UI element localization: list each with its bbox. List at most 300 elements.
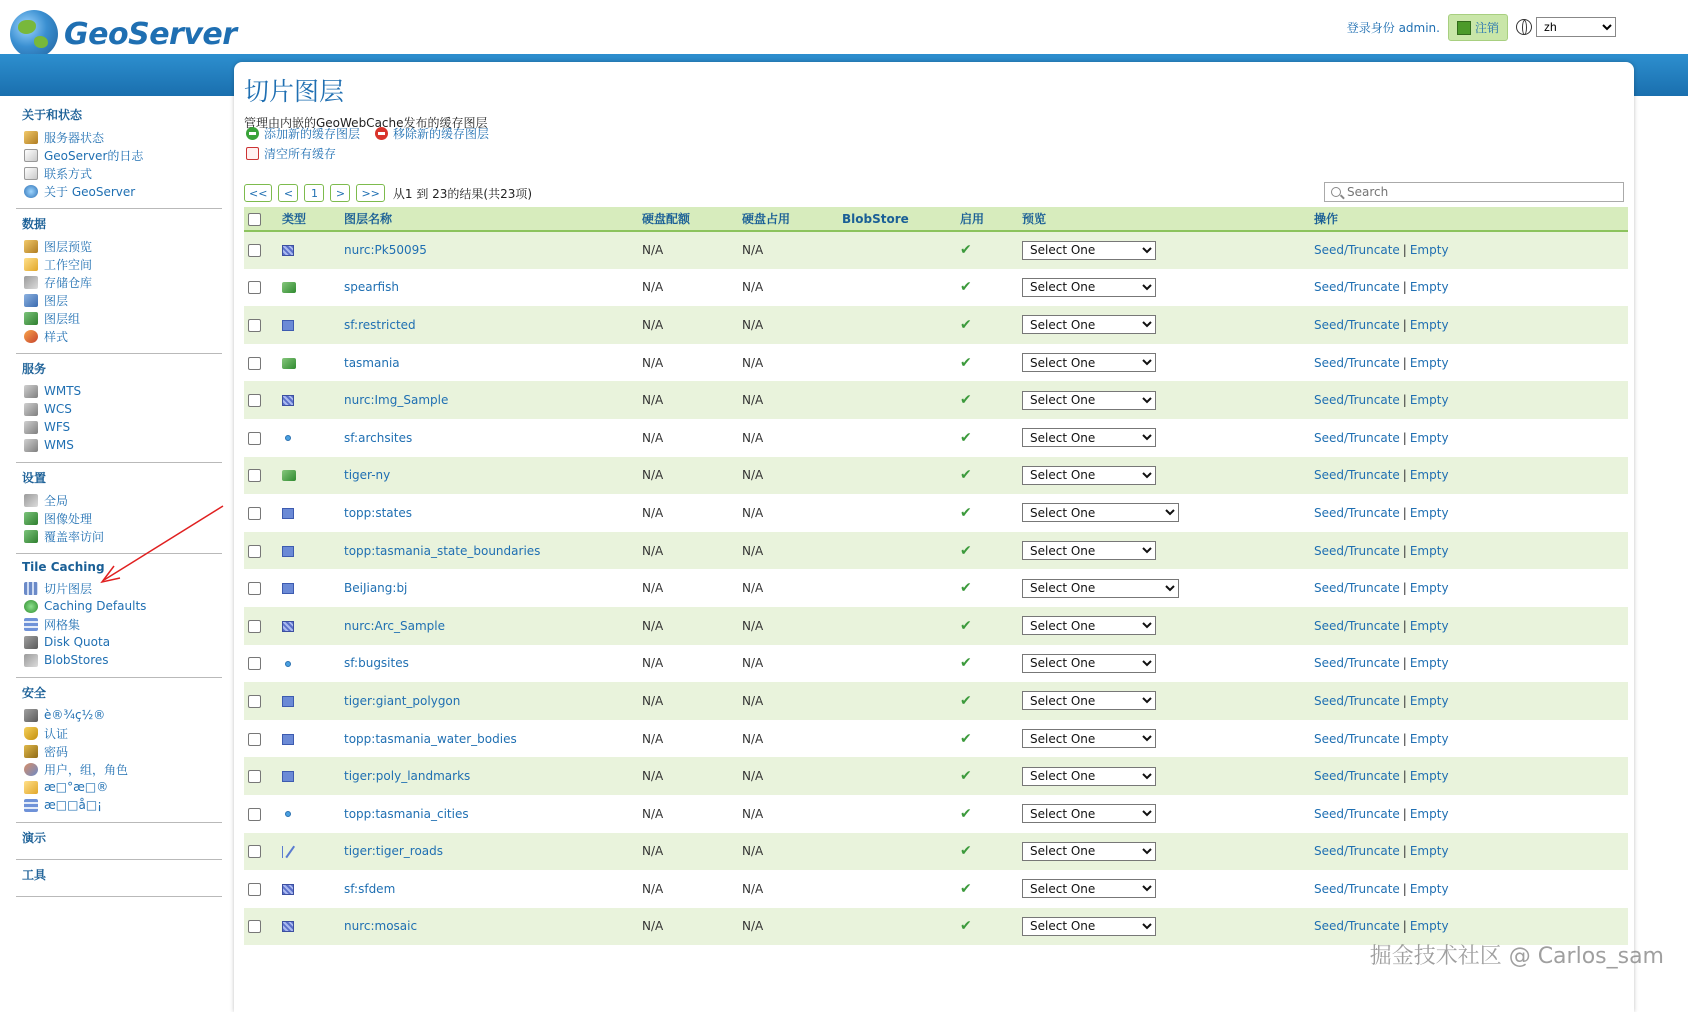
point-layer-icon (285, 435, 291, 441)
seed-truncate-link[interactable]: Seed/Truncate (1314, 431, 1400, 445)
column-header-disk-quota[interactable]: 硬盘配额 (638, 207, 738, 231)
seed-truncate-link[interactable]: Seed/Truncate (1314, 619, 1400, 633)
layer-name-link[interactable]: sf:archsites (344, 431, 412, 445)
preview-select[interactable] (1022, 616, 1156, 635)
sidebar-section-title: Tile Caching (22, 560, 222, 574)
settings-global-icon (24, 494, 38, 507)
sidebar-item-label: WMTS (44, 384, 81, 398)
seed-truncate-link[interactable]: Seed/Truncate (1314, 356, 1400, 370)
palette-icon (24, 330, 38, 343)
disk-quota-cell: N/A (638, 381, 738, 419)
preview-select[interactable] (1022, 917, 1156, 936)
sidebar-item[interactable] (22, 724, 222, 742)
row-checkbox[interactable] (248, 319, 261, 332)
polygon-layer-icon (282, 508, 294, 519)
logout-button[interactable] (1448, 14, 1508, 41)
enabled-check-icon: ✔ (960, 806, 972, 822)
sidebar-section (16, 209, 222, 354)
preview-select[interactable] (1022, 428, 1156, 447)
seed-truncate-link[interactable]: Seed/Truncate (1314, 506, 1400, 520)
sidebar-section-title: 关于和状态 (22, 106, 222, 123)
row-checkbox[interactable] (248, 394, 261, 407)
sidebar-item[interactable] (22, 237, 222, 255)
sidebar-item[interactable] (22, 327, 222, 345)
layer-name-link[interactable]: BeiJiang:bj (344, 581, 407, 595)
layer-name-link[interactable]: topp:tasmania_cities (344, 807, 469, 821)
database-icon (24, 276, 38, 289)
clear-all-caches-link[interactable] (246, 145, 336, 162)
table-row (244, 457, 1628, 495)
seed-truncate-link[interactable]: Seed/Truncate (1314, 882, 1400, 896)
row-checkbox[interactable] (248, 545, 261, 558)
row-checkbox[interactable] (248, 582, 261, 595)
layer-name-link[interactable]: tiger:poly_landmarks (344, 769, 470, 783)
empty-link[interactable]: Empty (1410, 919, 1449, 933)
sidebar-item[interactable] (22, 255, 222, 273)
logout-label: 注销 (1475, 19, 1499, 36)
blobstore-cell (838, 607, 956, 645)
sidebar-item[interactable] (22, 182, 222, 200)
layer-group-icon (24, 312, 38, 325)
polygon-layer-icon (282, 771, 294, 782)
preview-select[interactable] (1022, 391, 1156, 410)
seed-truncate-link[interactable]: Seed/Truncate (1314, 581, 1400, 595)
empty-link[interactable]: Empty (1410, 468, 1449, 482)
pager-last-button[interactable]: >> (356, 184, 384, 202)
sidebar-item[interactable] (22, 651, 222, 669)
row-checkbox[interactable] (248, 770, 261, 783)
row-checkbox[interactable] (248, 620, 261, 633)
row-checkbox[interactable] (248, 920, 261, 933)
clear-cache-icon (246, 147, 259, 160)
actions-cell (1310, 720, 1628, 758)
layer-type-cell (278, 306, 340, 344)
disk-usage-cell: N/A (738, 532, 838, 570)
table-row (244, 833, 1628, 871)
seed-truncate-link[interactable]: Seed/Truncate (1314, 844, 1400, 858)
remove-cached-layer-link[interactable]: 移除新的缓存图层 (393, 125, 489, 142)
preview-select[interactable] (1022, 278, 1156, 297)
language-globe-icon (1516, 19, 1532, 35)
add-icon (246, 127, 259, 140)
sidebar-item[interactable] (22, 400, 222, 418)
layer-name-cell (340, 457, 638, 495)
layer-name-link[interactable]: tiger:tiger_roads (344, 844, 443, 858)
preview-cell (1018, 532, 1310, 570)
sidebar-item-label: 网格集 (44, 616, 80, 633)
tile-layers-icon (24, 582, 38, 595)
empty-link[interactable]: Empty (1410, 506, 1449, 520)
sidebar-item-label: Caching Defaults (44, 599, 146, 613)
layer-name-link[interactable]: sf:sfdem (344, 882, 395, 896)
login-area (1347, 14, 1508, 41)
preview-select[interactable] (1022, 804, 1156, 823)
disk-quota-cell: N/A (638, 607, 738, 645)
empty-link[interactable]: Empty (1410, 769, 1449, 783)
preview-cell (1018, 344, 1310, 382)
row-select-cell (244, 569, 278, 607)
preview-select[interactable] (1022, 654, 1156, 673)
disk-quota-cell: N/A (638, 720, 738, 758)
layer-name-link[interactable]: nurc:Img_Sample (344, 393, 448, 407)
empty-link[interactable]: Empty (1410, 393, 1449, 407)
sidebar-section (16, 678, 222, 823)
disk-usage-cell: N/A (738, 231, 838, 269)
layer-type-cell (278, 645, 340, 683)
seed-truncate-link[interactable]: Seed/Truncate (1314, 243, 1400, 257)
table-row (244, 532, 1628, 570)
add-cached-layer-link[interactable] (246, 125, 489, 142)
layer-name-cell (340, 870, 638, 908)
preview-select[interactable] (1022, 691, 1156, 710)
empty-link[interactable]: Empty (1410, 882, 1449, 896)
enabled-cell (956, 457, 1018, 495)
seed-truncate-link[interactable]: Seed/Truncate (1314, 732, 1400, 746)
point-layer-icon (285, 811, 291, 817)
sidebar-item[interactable] (22, 706, 222, 724)
empty-link[interactable]: Empty (1410, 544, 1449, 558)
blobstore-cell (838, 457, 956, 495)
geoserver-globe-icon (10, 10, 58, 58)
seed-truncate-link[interactable]: Seed/Truncate (1314, 393, 1400, 407)
row-checkbox[interactable] (248, 469, 261, 482)
separator: | (1403, 544, 1407, 558)
enabled-cell (956, 532, 1018, 570)
sidebar-item-label: 密码 (44, 743, 68, 760)
layer-name-cell (340, 720, 638, 758)
layer-type-cell (278, 494, 340, 532)
separator: | (1403, 919, 1407, 933)
blobstore-cell (838, 569, 956, 607)
sidebar-item-label: Disk Quota (44, 635, 110, 649)
layer-name-link[interactable]: nurc:Pk50095 (344, 243, 427, 257)
row-select-cell (244, 607, 278, 645)
empty-link[interactable]: Empty (1410, 807, 1449, 821)
row-select-cell (244, 682, 278, 720)
service-icon (24, 439, 38, 452)
enabled-check-icon: ✔ (960, 655, 972, 671)
clear-all-caches-label: 清空所有缓存 (264, 145, 336, 162)
disk-quota-cell: N/A (638, 494, 738, 532)
actions-cell (1310, 344, 1628, 382)
enabled-cell (956, 682, 1018, 720)
row-checkbox[interactable] (248, 281, 261, 294)
column-header-layer-name[interactable]: 图层名称 (340, 207, 638, 231)
enabled-check-icon: ✔ (960, 768, 972, 784)
layer-name-link[interactable]: nurc:mosaic (344, 919, 417, 933)
disk-quota-cell: N/A (638, 795, 738, 833)
actions-cell (1310, 419, 1628, 457)
table-row (244, 569, 1628, 607)
sidebar-item[interactable] (22, 760, 222, 778)
layer-name-cell (340, 682, 638, 720)
shield-icon (24, 727, 38, 740)
row-checkbox[interactable] (248, 357, 261, 370)
disk-usage-cell: N/A (738, 569, 838, 607)
seed-truncate-link[interactable]: Seed/Truncate (1314, 280, 1400, 294)
sidebar-item[interactable] (22, 418, 222, 436)
preview-cell (1018, 645, 1310, 683)
row-checkbox[interactable] (248, 808, 261, 821)
layer-name-cell (340, 269, 638, 307)
select-all-cell (244, 207, 278, 231)
preview-select[interactable] (1022, 767, 1156, 786)
empty-link[interactable]: Empty (1410, 280, 1449, 294)
group-layer-icon (282, 358, 296, 369)
actions-cell (1310, 795, 1628, 833)
select-all-checkbox[interactable] (248, 213, 261, 226)
layer-name-link[interactable]: tiger-ny (344, 468, 390, 482)
pager-summary: 从1 到 23的结果(共23项) (393, 185, 532, 202)
sidebar-item[interactable] (22, 382, 222, 400)
preview-select[interactable] (1022, 241, 1156, 260)
empty-link[interactable]: Empty (1410, 844, 1449, 858)
empty-link[interactable]: Empty (1410, 581, 1449, 595)
layer-type-cell (278, 457, 340, 495)
blobstore-cell (838, 833, 956, 871)
layer-name-cell (340, 607, 638, 645)
log-file-icon (24, 149, 38, 162)
blobstore-cell (838, 757, 956, 795)
seed-truncate-link[interactable]: Seed/Truncate (1314, 769, 1400, 783)
table-row (244, 757, 1628, 795)
sidebar-item-label: WCS (44, 402, 72, 416)
row-select-cell (244, 419, 278, 457)
sidebar-item[interactable] (22, 436, 222, 454)
preview-select[interactable] (1022, 541, 1156, 560)
preview-select[interactable] (1022, 466, 1156, 485)
sidebar-item-label: 服务器状态 (44, 129, 104, 146)
enabled-check-icon: ✔ (960, 618, 972, 634)
row-checkbox[interactable] (248, 244, 261, 257)
sidebar-item-label: BlobStores (44, 653, 109, 667)
actions-cell (1310, 569, 1628, 607)
sidebar-item[interactable] (22, 146, 222, 164)
empty-link[interactable]: Empty (1410, 318, 1449, 332)
disk-quota-cell: N/A (638, 344, 738, 382)
disk-usage-cell: N/A (738, 269, 838, 307)
pager-prev-button[interactable]: < (278, 184, 298, 202)
preview-select[interactable] (1022, 503, 1179, 522)
preview-select[interactable] (1022, 842, 1156, 861)
row-select-cell (244, 494, 278, 532)
column-header-type[interactable]: 类型 (278, 207, 340, 231)
separator: | (1403, 807, 1407, 821)
sidebar-item[interactable] (22, 742, 222, 760)
layer-name-link[interactable]: tasmania (344, 356, 400, 370)
row-checkbox[interactable] (248, 432, 261, 445)
empty-link[interactable]: Empty (1410, 356, 1449, 370)
layer-icon (24, 294, 38, 307)
sidebar-item[interactable] (22, 291, 222, 309)
service-icon (24, 421, 38, 434)
sidebar-item[interactable] (22, 164, 222, 182)
disk-quota-cell: N/A (638, 569, 738, 607)
row-checkbox[interactable] (248, 657, 261, 670)
pager-next-button[interactable]: > (330, 184, 350, 202)
disk-usage-cell: N/A (738, 457, 838, 495)
empty-link[interactable]: Empty (1410, 243, 1449, 257)
disk-usage-cell: N/A (738, 870, 838, 908)
separator: | (1403, 280, 1407, 294)
sidebar-item[interactable] (22, 128, 222, 146)
line-layer-icon (282, 846, 294, 858)
users-icon (24, 763, 38, 776)
actions-cell (1310, 870, 1628, 908)
row-select-cell (244, 269, 278, 307)
polygon-layer-icon (282, 583, 294, 594)
enabled-check-icon: ✔ (960, 355, 972, 371)
table-row (244, 645, 1628, 683)
layer-name-link[interactable]: tiger:giant_polygon (344, 694, 460, 708)
separator: | (1403, 356, 1407, 370)
row-select-cell (244, 532, 278, 570)
column-header-disk-usage[interactable]: 硬盘占用 (738, 207, 838, 231)
layer-name-link[interactable]: sf:bugsites (344, 656, 409, 670)
coverage-access-icon (24, 530, 38, 543)
layer-name-cell (340, 569, 638, 607)
sidebar-section-title[interactable]: 演示 (22, 829, 222, 846)
row-checkbox[interactable] (248, 695, 261, 708)
row-checkbox[interactable] (248, 507, 261, 520)
sidebar-nav (16, 100, 222, 897)
table-row (244, 682, 1628, 720)
row-checkbox[interactable] (248, 733, 261, 746)
row-checkbox[interactable] (248, 883, 261, 896)
enabled-check-icon: ✔ (960, 430, 972, 446)
preview-select[interactable] (1022, 729, 1156, 748)
layer-name-cell (340, 306, 638, 344)
layer-type-cell (278, 682, 340, 720)
sidebar-section-title: 服务 (22, 360, 222, 377)
enabled-cell (956, 381, 1018, 419)
disk-usage-cell: N/A (738, 607, 838, 645)
search-box[interactable] (1324, 182, 1624, 202)
language-area (1516, 17, 1616, 37)
sidebar-item-label: è®¾ç½® (44, 708, 105, 722)
sidebar-item-label: 联系方式 (44, 165, 92, 182)
empty-link[interactable]: Empty (1410, 656, 1449, 670)
separator: | (1403, 243, 1407, 257)
row-checkbox[interactable] (248, 845, 261, 858)
preview-cell (1018, 908, 1310, 946)
row-select-cell (244, 795, 278, 833)
actions-cell (1310, 645, 1628, 683)
pager-page-1-button[interactable]: 1 (304, 184, 324, 202)
page-title: 切片图层 (244, 72, 344, 108)
disk-quota-cell: N/A (638, 457, 738, 495)
polygon-layer-icon (282, 734, 294, 745)
table-row (244, 419, 1628, 457)
column-header-blobstore[interactable]: BlobStore (838, 207, 956, 231)
seed-truncate-link[interactable]: Seed/Truncate (1314, 694, 1400, 708)
sidebar-item[interactable] (22, 778, 222, 796)
seed-truncate-link[interactable]: Seed/Truncate (1314, 807, 1400, 821)
disk-usage-cell: N/A (738, 720, 838, 758)
table-row (244, 607, 1628, 645)
layer-type-cell (278, 870, 340, 908)
enabled-check-icon: ✔ (960, 242, 972, 258)
preview-select[interactable] (1022, 315, 1156, 334)
layer-name-link[interactable]: topp:states (344, 506, 412, 520)
layer-name-link[interactable]: spearfish (344, 280, 399, 294)
sidebar-item[interactable] (22, 309, 222, 327)
empty-link[interactable]: Empty (1410, 431, 1449, 445)
layer-type-cell (278, 419, 340, 457)
sidebar-item-label: 关于 GeoServer (44, 183, 135, 200)
seed-truncate-link[interactable]: Seed/Truncate (1314, 468, 1400, 482)
sidebar-section (16, 354, 222, 463)
preview-select[interactable] (1022, 353, 1156, 372)
sidebar-section-title[interactable]: 工具 (22, 866, 222, 883)
empty-link[interactable]: Empty (1410, 732, 1449, 746)
enabled-cell (956, 795, 1018, 833)
layer-name-link[interactable]: sf:restricted (344, 318, 416, 332)
enabled-check-icon: ✔ (960, 467, 972, 483)
enabled-cell (956, 645, 1018, 683)
disk-usage-cell: N/A (738, 306, 838, 344)
row-select-cell (244, 457, 278, 495)
separator: | (1403, 431, 1407, 445)
language-select[interactable] (1536, 17, 1616, 37)
layer-name-link[interactable]: topp:tasmania_water_bodies (344, 732, 517, 746)
separator: | (1403, 844, 1407, 858)
enabled-cell (956, 720, 1018, 758)
layer-name-link[interactable]: topp:tasmania_state_boundaries (344, 544, 540, 558)
remove-icon (375, 127, 388, 140)
empty-link[interactable]: Empty (1410, 619, 1449, 633)
sidebar-item[interactable] (22, 796, 222, 814)
layer-name-cell (340, 532, 638, 570)
sidebar-section-title: 安全 (22, 684, 222, 701)
blobstore-cell (838, 269, 956, 307)
enabled-cell (956, 569, 1018, 607)
empty-link[interactable]: Empty (1410, 694, 1449, 708)
sidebar-item-label: 用户，组，角色 (44, 761, 128, 778)
sidebar-item[interactable] (22, 597, 222, 615)
preview-select[interactable] (1022, 879, 1156, 898)
seed-truncate-link[interactable]: Seed/Truncate (1314, 656, 1400, 670)
about-globe-icon (24, 185, 38, 198)
contact-card-icon (24, 167, 38, 180)
sidebar-item[interactable] (22, 615, 222, 633)
disk-quota-cell: N/A (638, 269, 738, 307)
enabled-check-icon: ✔ (960, 279, 972, 295)
column-header-enabled[interactable]: 启用 (956, 207, 1018, 231)
geoserver-logo[interactable] (10, 10, 237, 58)
layer-name-link[interactable]: nurc:Arc_Sample (344, 619, 445, 633)
image-processing-icon (24, 512, 38, 525)
raster-layer-icon (282, 245, 294, 256)
seed-truncate-link[interactable]: Seed/Truncate (1314, 318, 1400, 332)
actions-cell (1310, 833, 1628, 871)
sidebar-item[interactable] (22, 633, 222, 651)
pager-first-button[interactable]: << (244, 184, 272, 202)
enabled-cell (956, 269, 1018, 307)
layer-type-cell (278, 269, 340, 307)
tile-layers-body (244, 231, 1628, 945)
search-input[interactable] (1347, 185, 1607, 199)
sidebar-item[interactable] (22, 273, 222, 291)
disk-usage-cell: N/A (738, 682, 838, 720)
preview-select[interactable] (1022, 579, 1179, 598)
separator: | (1403, 882, 1407, 896)
preview-cell (1018, 457, 1310, 495)
seed-truncate-link[interactable]: Seed/Truncate (1314, 544, 1400, 558)
column-header-actions: 操作 (1310, 207, 1628, 231)
sidebar-item-label: 全局 (44, 492, 68, 509)
seed-truncate-link[interactable]: Seed/Truncate (1314, 919, 1400, 933)
